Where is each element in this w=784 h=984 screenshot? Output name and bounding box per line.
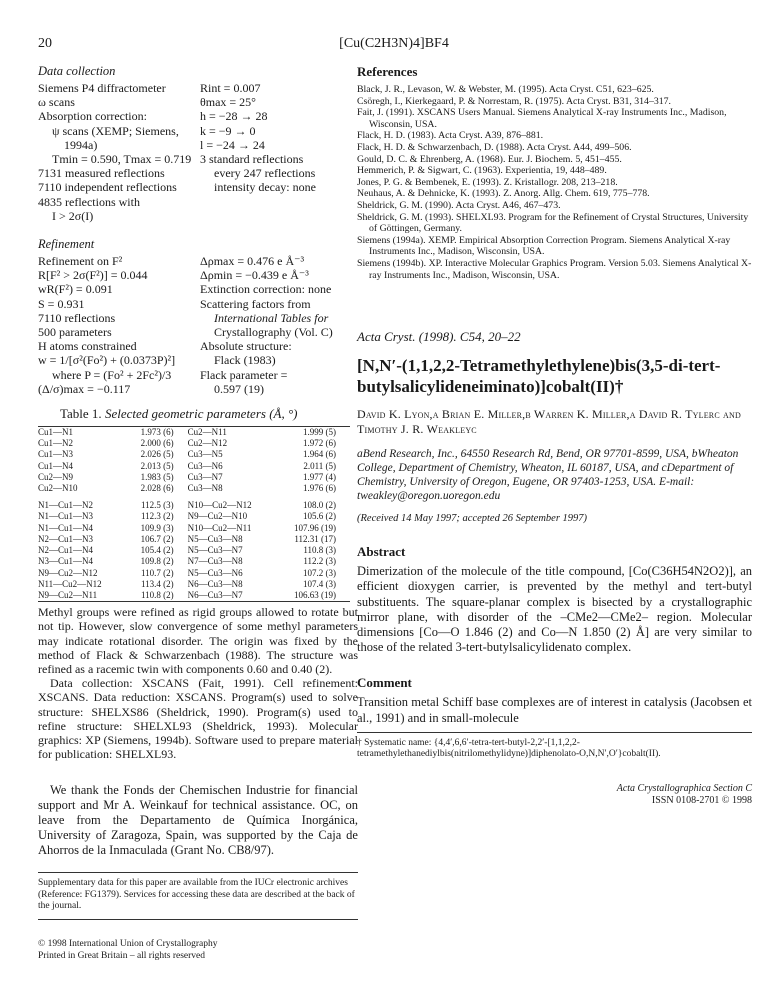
table-parameter: Cu1—N3 bbox=[38, 449, 74, 460]
dc-line: Tmin = 0.590, Tmax = 0.719 bbox=[52, 152, 192, 167]
ref-line: Scattering factors from bbox=[200, 296, 311, 311]
table-parameter: Cu3—N8 bbox=[187, 483, 223, 494]
comment-heading: Comment bbox=[357, 675, 412, 691]
table-value: 2.000 (6) bbox=[140, 438, 174, 449]
ref-line: 7110 reflections bbox=[38, 310, 116, 325]
printed-line: Printed in Great Britain – all rights reserved bbox=[38, 950, 205, 961]
supplementary-note: Supplementary data for this paper are available from the IUCr electronic archives (Reference: FG1379). Services for accessing these data are described at the back of the journal. bbox=[38, 872, 358, 920]
table-row bbox=[38, 472, 350, 483]
article-authors: David K. Lyon,a Brian E. Miller,b Warren K. Miller,a David R. Tylerc and Timothy J. R. Weakleyc bbox=[357, 407, 741, 437]
table-parameter: Cu3—N7 bbox=[187, 471, 223, 482]
table-value: 2.011 (5) bbox=[303, 460, 336, 471]
table-value: 110.7 (2) bbox=[141, 567, 174, 578]
table-value: 1.972 (6) bbox=[303, 438, 336, 449]
table-row bbox=[38, 579, 350, 590]
table-row bbox=[38, 438, 350, 449]
table-value: 109.9 (3) bbox=[140, 522, 174, 533]
table-value: 113.4 (2) bbox=[141, 578, 174, 589]
ref-line: w = 1/[σ²(Fo²) + (0.0373P)²] bbox=[38, 353, 176, 368]
dc-line: 4835 reflections with bbox=[38, 194, 140, 209]
table-parameter: Cu1—N2 bbox=[38, 438, 74, 449]
table-parameter: Cu2—N11 bbox=[187, 427, 227, 438]
abstract-text: Dimerization of the molecule of the title compound, [Co(C36H54N2O2)], an efficient dioxygen carrier, is prevented by the methyl and tert-butyl substituents. The square-planar complex is bisected by a crystallographic mirror plane, with disorder of the –CMe2—CMe2– region. Molecular dimensions [Co—O 1.846 (2) and Co—N 1.850 (2) Å] are very similar to those of the related 3-tert-butylsalicylidenato complex. bbox=[357, 564, 752, 655]
ref-line: Δρmin = −0.439 e Å⁻³ bbox=[200, 268, 309, 283]
dc-line: I > 2σ(I) bbox=[52, 208, 94, 223]
table-value: 108.0 (2) bbox=[303, 500, 336, 511]
reference-item: Jones, P. G. & Bembenek, E. (1993). Z. Kristallogr. 208, 213–218. bbox=[357, 176, 618, 188]
reference-item: Hemmerich, P. & Sigwart, C. (1963). Experientia, 19, 448–489. bbox=[357, 165, 607, 177]
table-parameter: N9—Cu2—N12 bbox=[38, 567, 98, 578]
page-number: 20 bbox=[38, 36, 52, 51]
copyright-block bbox=[38, 938, 358, 962]
reference-item: Siemens (1994a). XEMP. Empirical Absorption Correction Program. Siemens Analytical X-ray Instruments Inc., Madison, Wisconsin, USA. bbox=[357, 234, 731, 258]
table-value: 1.977 (4) bbox=[303, 471, 336, 482]
table-value: 110.8 (3) bbox=[303, 545, 336, 556]
table-row bbox=[38, 483, 350, 494]
references-heading: References bbox=[357, 64, 418, 79]
table-parameter: N1—Cu1—N4 bbox=[38, 522, 94, 533]
comment-text: Transition metal Schiff base complexes are of interest in catalysis (Jacobsen et al., 1991) and in small-molecule bbox=[357, 695, 752, 725]
dc-line: ω scans bbox=[38, 95, 75, 110]
data-collection-block bbox=[38, 81, 358, 223]
reference-item: Black, J. R., Levason, W. & Webster, M. (1995). Acta Cryst. C51, 623–625. bbox=[357, 84, 654, 95]
journal-info bbox=[357, 783, 752, 807]
dc-line: 7131 measured reflections bbox=[38, 166, 165, 181]
programs-paragraph: Data collection: XSCANS (Fait, 1991). Cell refinement: XSCANS. Data reduction: XSCANS. Program(s) used to solve structure: SHELXS86 (Sheldrick, 1990). Program(s) used to refine structure: SHELXL93 (Sheldrick, 1993). Molecular graphics: XP (Siemens, 1994b). Software used to prepare material for publication: SHELXL93. bbox=[38, 676, 358, 762]
ref-line: Flack parameter = bbox=[200, 367, 288, 382]
dc-line: Rint = 0.007 bbox=[200, 81, 261, 95]
ref-line: 500 parameters bbox=[38, 325, 112, 340]
article-affiliation: aBend Research, Inc., 64550 Research Rd, Bend, OR 97701-8599, USA, bWheaton College, Department of Chemistry, Wheaton, IL 60187, USA, and cDepartment of Chemistry, University of Oregon, Eugene, OR 97403-1253, USA. E-mail: tweakley@oregon.uoregon.edu bbox=[357, 448, 739, 503]
ref-line: Δρmax = 0.476 e Å⁻³ bbox=[200, 254, 305, 269]
table-parameter: N7—Cu3—N8 bbox=[187, 556, 243, 567]
table-parameter: Cu2—N10 bbox=[38, 483, 78, 494]
table-value: 112.31 (17) bbox=[294, 533, 336, 544]
table-row bbox=[38, 568, 350, 579]
table-value: 112.3 (2) bbox=[141, 511, 174, 522]
table-value: 2.026 (5) bbox=[140, 449, 174, 460]
table-value: 109.8 (2) bbox=[140, 556, 174, 567]
table-parameter: Cu3—N5 bbox=[187, 449, 223, 460]
systematic-name-footnote: † Systematic name: {4,4′,6,6′-tetra-tert-butyl-2,2′-[1,1,2,2-tetramethylethanediylbis(nitrilomethylidyne)]diphenolato-O,N,N′,O′}cobalt(II). bbox=[357, 732, 752, 761]
article-title: [N,N′-(1,1,2,2-Tetramethylethylene)bis(3,5-di-tert-butylsalicylideneiminato)]cobalt(II)† bbox=[357, 356, 721, 397]
ref-line: Extinction correction: none bbox=[200, 282, 332, 297]
dc-line: k = −9 → 0 bbox=[200, 123, 256, 138]
reference-item: Sheldrick, G. M. (1993). SHELXL93. Program for the Refinement of Crystal Structures, University of Göttingen, Germany. bbox=[357, 211, 749, 235]
table1-label: Table 1. bbox=[60, 406, 102, 422]
table-parameter: N2—Cu1—N3 bbox=[38, 533, 94, 544]
table-value: 1.999 (5) bbox=[303, 427, 336, 438]
geometric-parameters-table bbox=[38, 426, 350, 602]
reference-item: Flack, H. D. (1983). Acta Cryst. A39, 876–881. bbox=[357, 130, 544, 142]
dc-line: Absorption correction: bbox=[38, 109, 147, 124]
table-parameter: N2—Cu1—N4 bbox=[38, 545, 94, 556]
table-value: 112.2 (3) bbox=[303, 556, 336, 567]
ref-line: where P = (Fo² + 2Fc²)/3 bbox=[52, 367, 172, 382]
journal-issn: ISSN 0108-2701 © 1998 bbox=[651, 794, 752, 806]
table-row bbox=[38, 534, 350, 545]
table-parameter: N9—Cu2—N10 bbox=[187, 511, 248, 522]
table-parameter: N3—Cu1—N4 bbox=[38, 556, 94, 567]
table-value: 1.983 (5) bbox=[140, 471, 174, 482]
ref-line: Flack (1983) bbox=[214, 353, 276, 368]
ref-line: S = 0.931 bbox=[38, 296, 85, 311]
table-value: 112.5 (3) bbox=[141, 500, 174, 511]
references-list bbox=[357, 84, 752, 281]
dc-line: l = −24 → 24 bbox=[200, 137, 265, 152]
table-row bbox=[38, 556, 350, 567]
copyright-line: © 1998 International Union of Crystallography bbox=[38, 938, 218, 949]
table-parameter: N10—Cu2—N11 bbox=[187, 522, 252, 533]
table-value: 106.63 (19) bbox=[294, 589, 336, 600]
reference-item: Siemens (1994b). XP. Interactive Molecular Graphics Program. Version 5.03. Siemens Analytical X-ray Instruments Inc., Madison, Wisconsin, USA. bbox=[357, 257, 752, 281]
table-parameter: N9—Cu2—N11 bbox=[38, 589, 98, 600]
page-header bbox=[38, 36, 750, 56]
reference-item: Csöregh, I., Kierkegaard, P. & Norrestam, R. (1975). Acta Cryst. B31, 314–317. bbox=[357, 95, 671, 107]
table-parameter: N6—Cu3—N8 bbox=[187, 578, 243, 589]
acknowledgement-paragraph: We thank the Fonds der Chemischen Industrie for financial support and Mr A. Weinkauf for technical assistance. OC, on leave from the Departamento de Química Inorgánica, University of Zaragoza, Spain, was supported by the Caja de Ahorros de la Inmaculada (Grant No. CB8/97). bbox=[38, 783, 358, 858]
table-value: 110.8 (2) bbox=[141, 589, 174, 600]
reference-item: Gould, D. C. & Ehrenberg, A. (1968). Eur. J. Biochem. 5, 451–455. bbox=[357, 153, 622, 165]
ref-line: Crystallography (Vol. C) bbox=[214, 325, 333, 340]
dc-line: 3 standard reflections bbox=[200, 152, 304, 167]
table-row bbox=[38, 523, 350, 534]
methyl-paragraph: Methyl groups were refined as rigid groups allowed to rotate but not tip. However, slow convergence of some methyl parameters may indicate rotational disorder. The origin was fixed by the method of Flack & Schwarzenbach (1988). The structure was refined as a racemic twin with components 0.60 and 0.40 (2). bbox=[38, 605, 358, 676]
reference-item: Sheldrick, G. M. (1990). Acta Cryst. A46, 467–473. bbox=[357, 199, 561, 211]
table-parameter: Cu3—N6 bbox=[187, 460, 223, 471]
table-value: 106.7 (2) bbox=[140, 533, 174, 544]
table-row bbox=[38, 500, 350, 511]
table-value: 1.976 (6) bbox=[303, 483, 336, 494]
table-value: 1.973 (6) bbox=[140, 427, 174, 438]
reference-item: Neuhaus, A. & Dehnicke, K. (1993). Z. Anorg. Allg. Chem. 619, 775–778. bbox=[357, 188, 650, 200]
reference-item: Fait, J. (1991). XSCANS Users Manual. Siemens Analytical X-ray Instruments Inc., Madison, Wisconsin, USA. bbox=[357, 107, 727, 130]
refinement-heading: Refinement bbox=[38, 237, 95, 252]
ref-line: R[F² > 2σ(F²)] = 0.044 bbox=[38, 268, 148, 283]
reference-item: Flack, H. D. & Schwarzenbach, D. (1988). Acta Cryst. A44, 499–506. bbox=[357, 141, 632, 153]
table-parameter: N11—Cu2—N12 bbox=[38, 578, 102, 589]
table-value: 2.028 (6) bbox=[140, 483, 174, 494]
table-parameter: N5—Cu3—N6 bbox=[187, 567, 243, 578]
dc-line: θmax = 25° bbox=[200, 95, 256, 110]
table-value: 2.013 (5) bbox=[140, 460, 174, 471]
table-row bbox=[38, 545, 350, 556]
ref-line: Refinement on F² bbox=[38, 254, 123, 269]
journal-section: Acta Crystallographica Section C bbox=[616, 782, 752, 794]
ref-line: (Δ/σ)max = −0.117 bbox=[38, 381, 131, 396]
dc-line: Siemens P4 diffractometer bbox=[38, 81, 166, 95]
dc-line: ψ scans (XEMP; Siemens, bbox=[52, 123, 179, 138]
right-column bbox=[357, 64, 752, 807]
table-row bbox=[38, 461, 350, 472]
dc-line: intensity decay: none bbox=[214, 180, 316, 195]
table-value: 107.96 (19) bbox=[294, 522, 336, 533]
received-date: (Received 14 May 1997; accepted 26 September 1997) bbox=[357, 513, 588, 525]
dc-line: every 247 reflections bbox=[214, 166, 316, 181]
table1-title: Selected geometric parameters (Å, °) bbox=[104, 406, 298, 422]
table-parameter: N1—Cu1—N3 bbox=[38, 511, 94, 522]
abstract-heading: Abstract bbox=[357, 544, 406, 560]
table-row bbox=[38, 449, 350, 460]
dc-line: 1994a) bbox=[64, 137, 98, 152]
table-parameter: Cu1—N1 bbox=[38, 427, 74, 438]
table-value: 1.964 (6) bbox=[303, 449, 336, 460]
table-parameter: Cu1—N4 bbox=[38, 460, 74, 471]
table-value: 107.4 (3) bbox=[303, 578, 336, 589]
dc-line: 7110 independent reflections bbox=[38, 180, 177, 195]
table1-caption bbox=[60, 406, 358, 422]
table-row bbox=[38, 511, 350, 522]
table-parameter: N10—Cu2—N12 bbox=[187, 500, 252, 511]
running-title: [Cu(C2H3N)4]BF4 bbox=[339, 36, 449, 51]
table-value: 105.6 (2) bbox=[303, 511, 336, 522]
table-parameter: N1—Cu1—N2 bbox=[38, 500, 94, 511]
ref-line: 0.597 (19) bbox=[214, 381, 264, 396]
table-value: 105.4 (2) bbox=[140, 545, 174, 556]
ref-line: wR(F²) = 0.091 bbox=[38, 282, 113, 297]
refinement-block bbox=[38, 254, 358, 396]
left-column bbox=[38, 64, 358, 962]
table-parameter: N6—Cu3—N7 bbox=[187, 589, 243, 600]
table-parameter: N5—Cu3—N8 bbox=[187, 533, 243, 544]
data-collection-heading: Data collection bbox=[38, 64, 116, 78]
table-value: 107.2 (3) bbox=[303, 567, 336, 578]
ref-line: International Tables for bbox=[214, 310, 329, 325]
journal-reference: Acta Cryst. (1998). C54, 20–22 bbox=[357, 329, 521, 345]
table-parameter: Cu2—N12 bbox=[187, 438, 228, 449]
ref-line: Absolute structure: bbox=[200, 339, 292, 354]
table-row bbox=[38, 427, 350, 439]
table-row bbox=[38, 590, 350, 602]
table-parameter: Cu2—N9 bbox=[38, 471, 74, 482]
dc-line: h = −28 → 28 bbox=[200, 109, 268, 124]
ref-line: H atoms constrained bbox=[38, 339, 137, 354]
table-parameter: N5—Cu3—N7 bbox=[187, 545, 243, 556]
